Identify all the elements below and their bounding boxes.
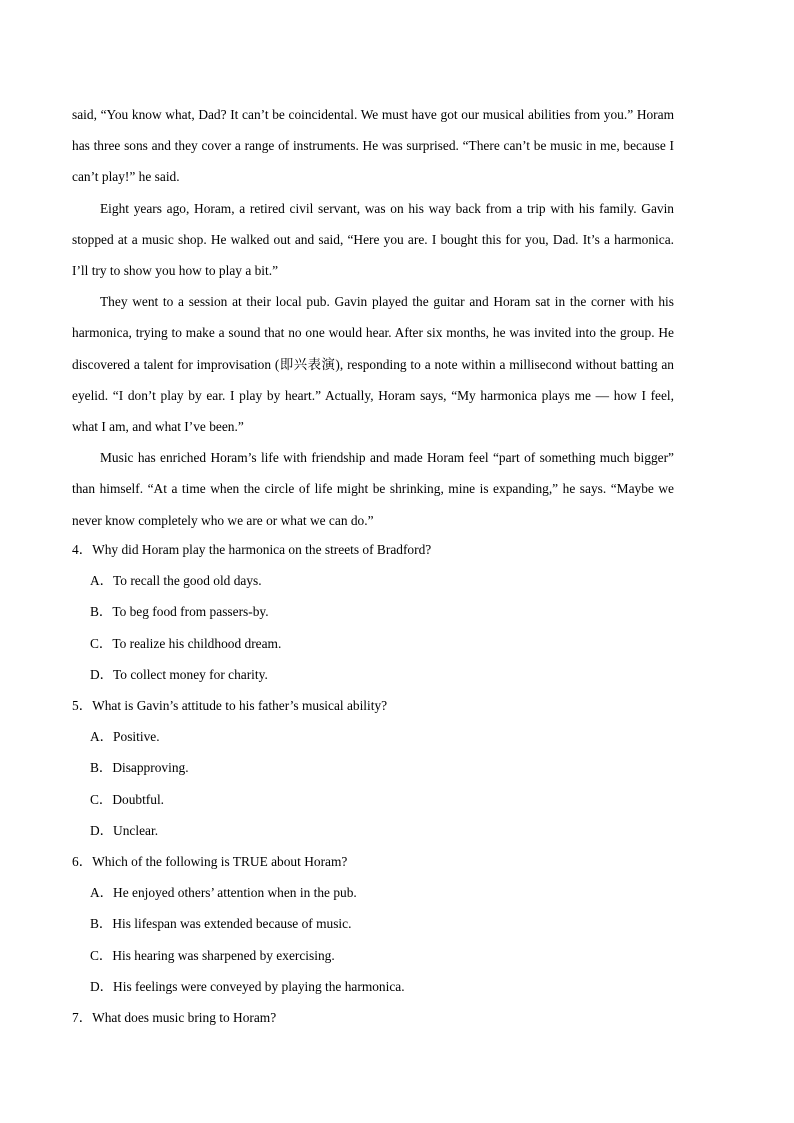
question-stem: 7．What does music bring to Horam? [72, 1010, 277, 1026]
question-stem: 5．What is Gavin’s attitude to his father’s musical ability? [72, 698, 388, 714]
passage-paragraph: said, “You know what, Dad? It can’t be coincidental. We must have got our musical abilities from you.” Horam has three sons and they cover a range of instruments. He was surprised. “There can’t be music in me, because I can’t play!” he said. [72, 107, 674, 185]
answer-option: C．His hearing was sharpened by exercising. [90, 947, 335, 963]
answer-option: C．Doubtful. [90, 791, 165, 807]
answer-option: D．Unclear. [90, 822, 159, 838]
answer-option: B．Disapproving. [90, 760, 189, 776]
passage-paragraph: They went to a session at their local pub. Gavin played the guitar and Horam sat in the corner with his harmonica, trying to make a sound that no one would hear. After six months, he was invited into the group. He discovered a talent for improvisation (即兴表演), responding to a note within a millisecond without batting an eyelid. “I don’t play by ear. I play by heart.” Actually, Horam says, “My harmonica plays me — how I feel, what I am, and what I’ve been.” [72, 294, 674, 435]
passage-paragraph: Eight years ago, Horam, a retired civil servant, was on his way back from a trip with his family. Gavin stopped at a music shop. He walked out and said, “Here you are. I bought this for you, Dad. It’s a harmonica. I’ll try to show you how to play a bit.” [72, 200, 674, 279]
answer-option: A．He enjoyed others’ attention when in the pub. [90, 885, 357, 901]
question-list [72, 534, 674, 1033]
reading-passage [72, 99, 674, 536]
passage-paragraph: Music has enriched Horam’s life with friendship and made Horam feel “part of something much bigger” than himself. “At a time when the circle of life might be shrinking, mine is expanding,” he says. “Maybe we never know completely who we are or what we can do.” [72, 450, 674, 528]
answer-option: C．To realize his childhood dream. [90, 635, 282, 651]
answer-option: B．To beg food from passers-by. [90, 604, 269, 620]
answer-option: B．His lifespan was extended because of music. [90, 916, 352, 932]
answer-option: D．To collect money for charity. [90, 666, 268, 682]
question-stem: 6．Which of the following is TRUE about Horam? [72, 854, 348, 870]
question-stem: 4．Why did Horam play the harmonica on the streets of Bradford? [72, 542, 432, 557]
answer-option: A．To recall the good old days. [90, 573, 262, 589]
answer-option: D．His feelings were conveyed by playing the harmonica. [90, 978, 405, 994]
answer-option: A．Positive. [90, 729, 160, 745]
